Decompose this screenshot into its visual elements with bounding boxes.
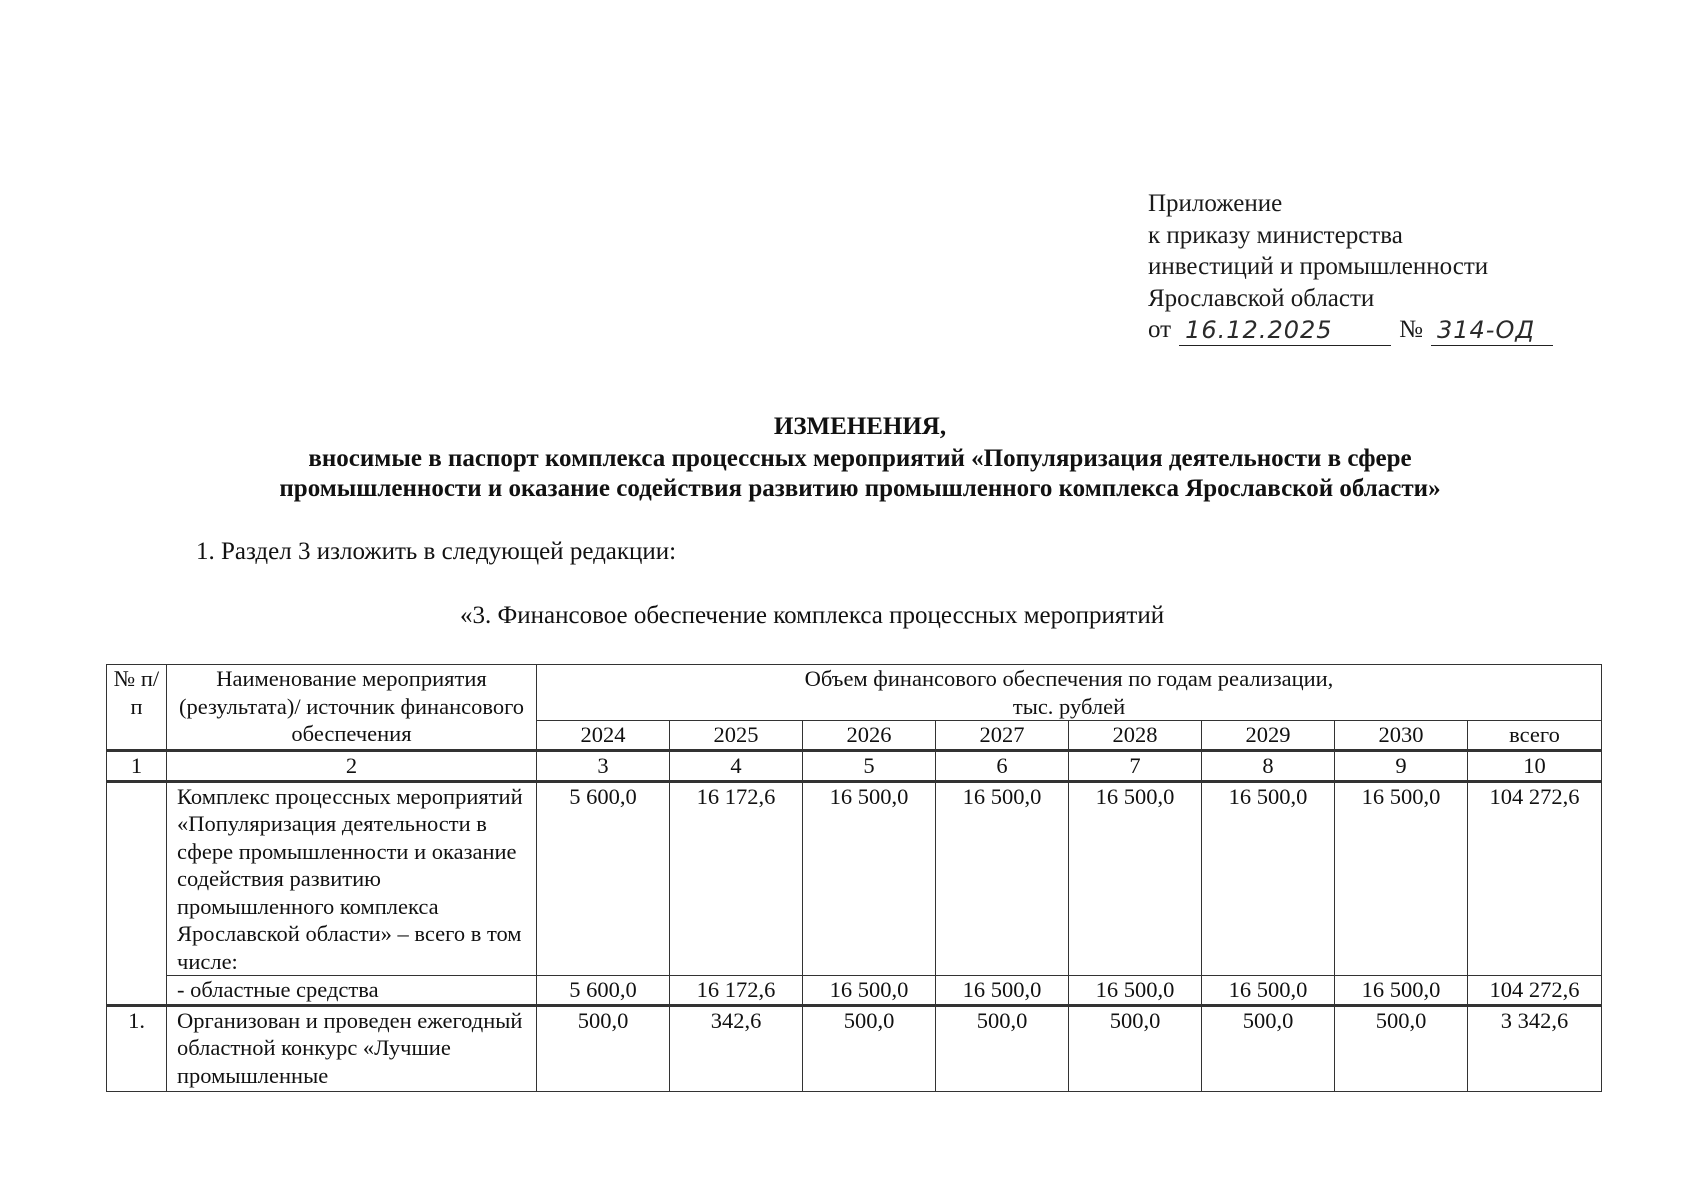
header-year: 2027 [936, 721, 1069, 751]
appendix-line: Приложение [1148, 190, 1283, 217]
column-index: 9 [1335, 750, 1468, 781]
row-name: - областные средства [167, 976, 537, 1006]
column-index: 1 [107, 750, 167, 781]
header-year: 2025 [670, 721, 803, 751]
column-index: 7 [1069, 750, 1202, 781]
row-num [107, 781, 167, 1005]
row-value: 16 500,0 [803, 976, 936, 1006]
document-title [150, 412, 1570, 504]
row-total: 104 272,6 [1468, 781, 1602, 976]
row-value: 500,0 [1202, 1005, 1335, 1091]
row-value: 16 500,0 [1069, 781, 1202, 976]
column-index: 10 [1468, 750, 1602, 781]
row-value: 500,0 [803, 1005, 936, 1091]
header-year: 2028 [1069, 721, 1202, 751]
row-value: 342,6 [670, 1005, 803, 1091]
row-value: 16 500,0 [1202, 781, 1335, 976]
row-value: 16 500,0 [1335, 976, 1468, 1006]
header-year: 2029 [1202, 721, 1335, 751]
row-value: 16 172,6 [670, 781, 803, 976]
column-index: 3 [537, 750, 670, 781]
row-value: 16 500,0 [936, 781, 1069, 976]
row-total: 3 342,6 [1468, 1005, 1602, 1091]
column-index-row [107, 750, 1602, 781]
header-year: 2024 [537, 721, 670, 751]
instruction-text: 1. Раздел 3 изложить в следующей редакции: [196, 538, 677, 565]
row-value: 16 500,0 [1335, 781, 1468, 976]
row-value: 5 600,0 [537, 976, 670, 1006]
row-name: Комплекс процессных мероприятий «Популяризация деятельности в сфере промышленности и оказание содействия развитию промышленного комплекса Ярославской области» – всего в том числе: [167, 781, 537, 976]
table-header-row [107, 665, 1602, 721]
column-index: 2 [167, 750, 537, 781]
row-name: Организован и проведен ежегодный областной конкурс «Лучшие промышленные [167, 1005, 537, 1091]
section-title: «3. Финансовое обеспечение комплекса процессных мероприятий [460, 602, 1165, 629]
header-volume-unit: тыс. рублей [1012, 693, 1126, 719]
column-index: 5 [803, 750, 936, 781]
header-year: 2030 [1335, 721, 1468, 751]
row-num: 1. [107, 1005, 167, 1091]
column-index: 8 [1202, 750, 1335, 781]
table-row [107, 976, 1602, 1006]
row-value: 500,0 [936, 1005, 1069, 1091]
appendix-line: Ярославской области [1148, 284, 1375, 312]
title-heading: ИЗМЕНЕНИЯ, [773, 413, 947, 440]
appendix-line: к приказу министерства [1148, 221, 1403, 249]
title-subtitle-line: вносимые в паспорт комплекса процессных мероприятий «Популяризация деятельности в сфере [308, 445, 1412, 472]
row-value: 16 500,0 [1202, 976, 1335, 1006]
handwritten-date: 16.12.2025 [1179, 315, 1391, 346]
row-value: 500,0 [537, 1005, 670, 1091]
row-value: 16 500,0 [936, 976, 1069, 1006]
column-index: 4 [670, 750, 803, 781]
appendix-line: инвестиций и промышленности [1148, 253, 1489, 280]
row-value: 5 600,0 [537, 781, 670, 976]
handwritten-order-number: 314-ОД [1431, 315, 1553, 346]
header-total: всего [1468, 721, 1602, 751]
order-date-number-row [1148, 314, 1553, 346]
header-num: № п/п [107, 665, 167, 751]
header-volume [537, 665, 1602, 721]
date-prefix: от [1148, 316, 1172, 343]
row-value: 16 500,0 [1069, 976, 1202, 1006]
number-sign: № [1399, 316, 1423, 343]
financing-table [106, 664, 1602, 1092]
appendix-block [1148, 188, 1553, 346]
table-row [107, 781, 1602, 976]
row-value: 16 172,6 [670, 976, 803, 1006]
title-subtitle-line: промышленности и оказание содействия развитию промышленного комплекса Ярославской области» [279, 475, 1441, 502]
header-volume-label: Объем финансового обеспечения по годам реализации, [804, 666, 1334, 691]
row-value: 500,0 [1069, 1005, 1202, 1091]
row-value: 16 500,0 [803, 781, 936, 976]
table-row [107, 1005, 1602, 1091]
header-name: Наименование мероприятия (результата)/ источник финансового обеспечения [167, 665, 537, 751]
row-value: 500,0 [1335, 1005, 1468, 1091]
header-year: 2026 [803, 721, 936, 751]
column-index: 6 [936, 750, 1069, 781]
row-total: 104 272,6 [1468, 976, 1602, 1006]
